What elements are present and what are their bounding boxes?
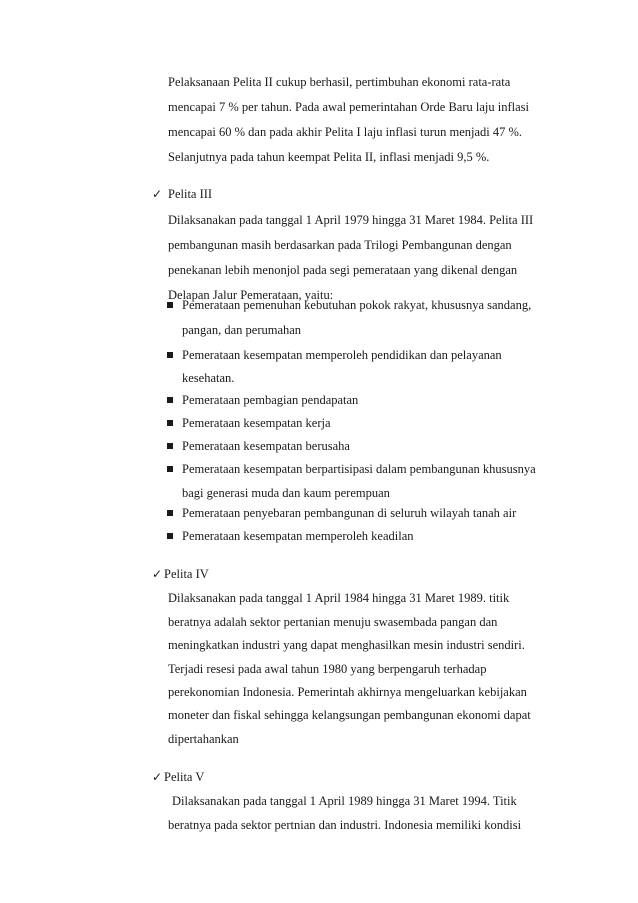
pelita3-item-1-cont: pangan, dan perumahan <box>182 323 302 337</box>
square-bullet-icon <box>167 397 173 403</box>
pelita5-line-2: beratnya pada sektor pertnian dan industri. Indonesia memiliki kondisi <box>168 818 522 832</box>
pelita3-item-3: Pemerataan pembagian pendapatan <box>182 393 359 407</box>
pelita3-item-8: Pemerataan kesempatan memperoleh keadilan <box>182 529 414 543</box>
pelita3-item-5: Pemerataan kesempatan berusaha <box>182 439 350 453</box>
pelita3-item-6: Pemerataan kesempatan berpartisipasi dalam pembangunan khususnya <box>182 462 536 476</box>
checkmark-icon: ✓ <box>152 567 163 581</box>
square-bullet-icon <box>167 510 173 516</box>
pelita4-line-7: dipertahankan <box>168 732 239 746</box>
pelita3-line-2: pembangunan masih berdasarkan pada Trilogi Pembangunan dengan <box>168 238 512 252</box>
square-bullet-icon <box>167 302 173 308</box>
pelita5-line-1: Dilaksanakan pada tanggal 1 April 1989 hingga 31 Maret 1994. Titik <box>172 794 517 808</box>
pelita3-line-1: Dilaksanakan pada tanggal 1 April 1979 hingga 31 Maret 1984. Pelita III <box>168 213 534 227</box>
checkmark-icon: ✓ <box>152 770 163 784</box>
pelita4-line-3: meningkatkan industri yang dapat menghasilkan mesin industri sendiri. <box>168 638 525 652</box>
pelita3-item-7: Pemerataan penyebaran pembangunan di seluruh wilayah tanah air <box>182 506 517 520</box>
pelita3-item-2-cont: kesehatan. <box>182 371 235 385</box>
pelita3-item-2: Pemerataan kesempatan memperoleh pendidikan dan pelayanan <box>182 348 502 362</box>
intro-line-1: Pelaksanaan Pelita II cukup berhasil, pertimbuhan ekonomi rata-rata <box>168 75 511 89</box>
pelita3-item-1: Pemerataan pemenuhan kebutuhan pokok rakyat, khususnya sandang, <box>182 298 532 312</box>
pelita3-line-3: penekanan lebih menonjol pada segi pemerataan yang dikenal dengan <box>168 263 518 277</box>
pelita3-item-6-cont: bagi generasi muda dan kaum perempuan <box>182 486 390 500</box>
pelita4-line-1: Dilaksanakan pada tanggal 1 April 1984 hingga 31 Maret 1989. titik <box>168 591 510 605</box>
intro-line-2: mencapai 7 % per tahun. Pada awal pemerintahan Orde Baru laju inflasi <box>168 100 529 114</box>
pelita4-heading: Pelita IV <box>164 567 209 581</box>
square-bullet-icon <box>167 420 173 426</box>
pelita4-line-6: moneter dan fiskal sehingga kelangsungan pembangunan ekonomi dapat <box>168 708 531 722</box>
square-bullet-icon <box>167 352 173 358</box>
pelita3-item-4: Pemerataan kesempatan kerja <box>182 416 331 430</box>
intro-line-3: mencapai 60 % dan pada akhir Pelita I laju inflasi turun menjadi 47 %. <box>168 125 523 139</box>
pelita5-heading: Pelita V <box>164 770 205 784</box>
square-bullet-icon <box>167 466 173 472</box>
pelita4-line-5: perekonomian Indonesia. Pemerintah akhirnya mengeluarkan kebijakan <box>168 685 527 699</box>
pelita4-line-4: Terjadi resesi pada awal tahun 1980 yang berpengaruh terhadap <box>168 662 487 676</box>
pelita3-heading: Pelita III <box>168 187 213 201</box>
checkmark-icon: ✓ <box>152 187 163 201</box>
intro-line-4: Selanjutnya pada tahun keempat Pelita II, inflasi menjadi 9,5 %. <box>168 150 490 164</box>
square-bullet-icon <box>167 533 173 539</box>
pelita3-line-4: Delapan Jalur Pemerataan, yaitu: <box>168 288 334 302</box>
pelita4-line-2: beratnya adalah sektor pertanian menuju swasembada pangan dan <box>168 615 498 629</box>
square-bullet-icon <box>167 443 173 449</box>
